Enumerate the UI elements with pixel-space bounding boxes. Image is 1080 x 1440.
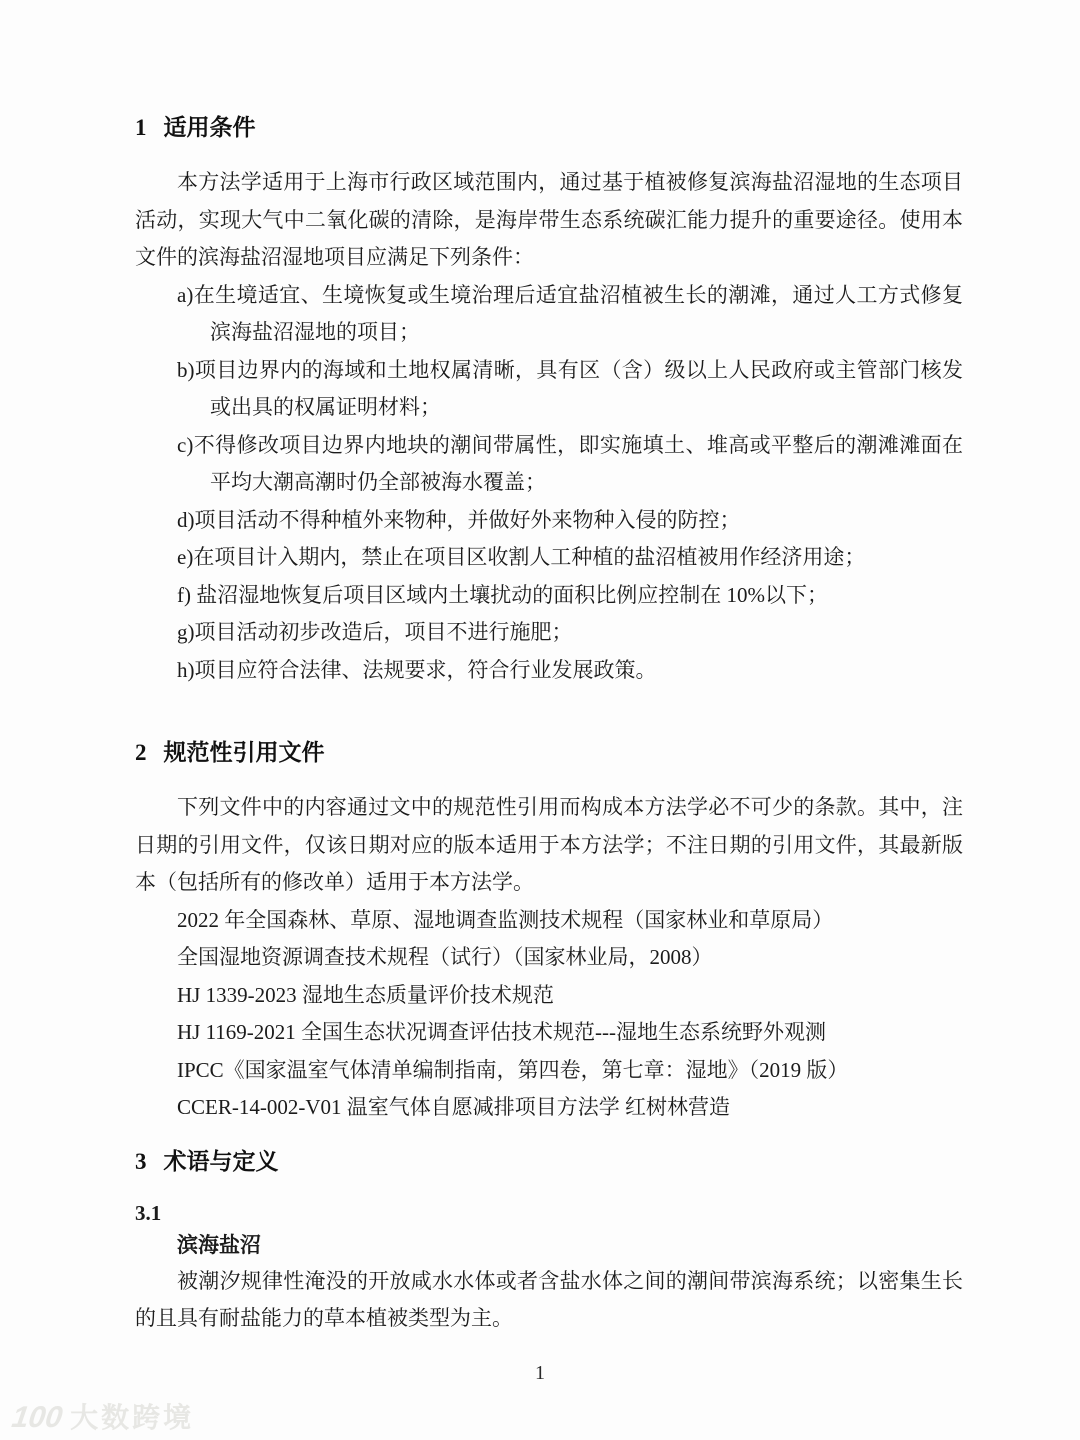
section-1-title: 适用条件 xyxy=(163,114,256,140)
section-2-number: 2 xyxy=(135,740,147,765)
reference-item: HJ 1339-2023 湿地生态质量评价技术规范 xyxy=(177,982,554,1007)
item-marker: h) xyxy=(177,657,195,682)
watermark xyxy=(9,1396,195,1436)
term-definition-paragraph: 被潮汐规律性淹没的开放咸水水体或者含盐水体之间的潮间带滨海系统；以密集生长的且具有耐盐能力的草本植被类型为主。 xyxy=(135,1268,963,1330)
clause-3-1-number: 3.1 xyxy=(135,1200,162,1225)
normative-references-list xyxy=(135,902,963,1127)
reference-item: HJ 1169-2021 全国生态状况调查评估技术规范---湿地生态系统野外观测 xyxy=(177,1020,827,1044)
section-1-number: 1 xyxy=(135,115,147,140)
condition-item-a xyxy=(135,277,963,352)
section-2-intro-paragraph: 下列文件中的内容通过文中的规范性引用而构成本方法学必不可少的条款。其中，注日期的引用文件，仅该日期对应的版本适用于本方法学；不注日期的引用文件，其最新版本（包括所有的修改单）适用于本方法学。 xyxy=(135,795,963,894)
condition-item-e xyxy=(135,539,963,577)
item-marker: c) xyxy=(177,432,194,457)
item-marker: b) xyxy=(177,357,195,382)
section-1-intro-paragraph: 本方法学适用于上海市行政区域范围内，通过基于植被修复滨海盐沼湿地的生态项目活动，实现大气中二氧化碳的清除，是海岸带生态系统碳汇能力提升的重要途径。使用本文件的滨海盐沼湿地项目应满足下列条件： xyxy=(135,170,963,269)
reference-item: CCER-14-002-V01 温室气体自愿减排项目方法学 红树林营造 xyxy=(177,1095,730,1119)
term-title: 滨海盐沼 xyxy=(177,1233,261,1257)
section-1-heading xyxy=(135,113,963,142)
item-text: 项目活动不得种植外来物种，并做好外来物种入侵的防控； xyxy=(194,507,741,532)
condition-item-b xyxy=(135,352,963,427)
item-text: 项目活动初步改造后，项目不进行施肥； xyxy=(194,620,573,644)
condition-item-f xyxy=(135,577,963,615)
item-text: 在项目计入期内，禁止在项目区收割人工种植的盐沼植被用作经济用途； xyxy=(193,545,866,569)
item-marker: g) xyxy=(177,620,195,644)
applicability-conditions-list xyxy=(135,277,963,690)
section-2-title: 规范性引用文件 xyxy=(163,739,325,765)
item-text: 项目应符合法律、法规要求，符合行业发展政策。 xyxy=(194,657,657,682)
condition-item-h xyxy=(135,652,963,690)
item-marker: e) xyxy=(177,545,194,569)
watermark-brand-text: 大数跨境 xyxy=(70,1402,195,1433)
watermark-logo-icon: 100 xyxy=(9,1401,65,1434)
item-text: 项目边界内的海域和土地权属清晰，具有区（含）级以上人民政府或主管部门核发或出具的权属证明材料； xyxy=(194,357,963,419)
reference-item: IPCC《国家温室气体清单编制指南，第四卷，第七章：湿地》（2019 版） xyxy=(177,1057,849,1082)
item-text: 盐沼湿地恢复后项目区域内土壤扰动的面积比例应控制在 10%以下； xyxy=(191,582,828,607)
section-3-heading xyxy=(135,1147,963,1176)
condition-item-c xyxy=(135,427,963,502)
section-3-title: 术语与定义 xyxy=(163,1147,279,1174)
section-2-heading xyxy=(135,738,963,767)
document-body xyxy=(135,113,963,1338)
item-marker: d) xyxy=(177,507,195,532)
page-number: 1 xyxy=(535,1362,545,1384)
reference-item: 2022 年全国森林、草原、湿地调查监测技术规程（国家林业和草原局） xyxy=(177,907,834,932)
reference-item: 全国湿地资源调查技术规程（试行）（国家林业局，2008） xyxy=(177,945,713,969)
item-marker: a) xyxy=(177,282,194,307)
item-text: 不得修改项目边界内地块的潮间带属性，即实施填土、堆高或平整后的潮滩滩面在平均大潮高潮时仍全部被海水覆盖； xyxy=(193,432,963,494)
item-text: 在生境适宜、生境恢复或生境治理后适宜盐沼植被生长的潮滩，通过人工方式修复滨海盐沼湿地的项目； xyxy=(193,282,963,344)
condition-item-d xyxy=(135,502,963,540)
section-3-number: 3 xyxy=(135,1148,147,1174)
item-marker: f) xyxy=(177,582,191,607)
condition-item-g xyxy=(135,614,963,652)
